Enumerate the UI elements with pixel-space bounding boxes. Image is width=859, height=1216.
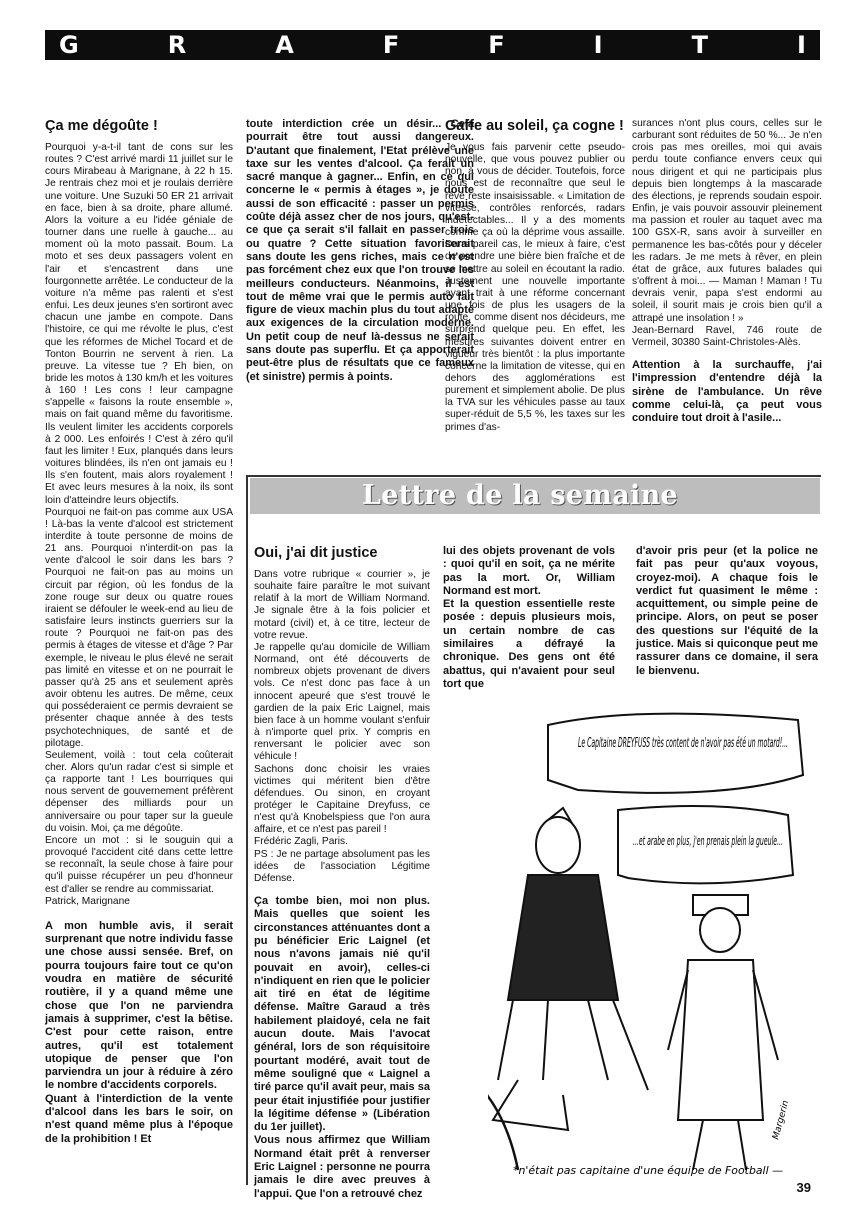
letter-signature: Patrick, Marignane [45,895,130,907]
letter-column-1 [45,118,233,1146]
banner-letter: G [59,31,79,59]
editor-reply: Et la question essentielle reste posée : depuis plusieurs mois, un certain nombre de cas similaires a défrayé la chronique. Des gens ont été abattus, qui n'avaient pour seul tort que [443,598,615,690]
banner-letter: A [275,31,294,59]
banner-letter: R [167,31,187,59]
bubble-text: ...et arabe en plus, j'en prenais plein la gueule... [633,834,783,848]
lettre-column-3 [636,545,818,678]
editor-reply: d'avoir pris peur (et la police ne fait pas peur qu'aux voyous, croyez-moi). A chaque fois le verdict fut quasiment le même : acquittement, ou simple peine de principe. Alors, on peut se poser des questions sur l'équité de la justice. Mais si quiconque peut me rassurer dans ce domaine, il sera le bienvenu. [636,545,818,677]
editor-reply: Vous nous affirmez que William Normand était prêt à renverser Eric Laignel : personne ne pourra jamais le dire avec preuves à l'appui. Que l'on a retrouvé chez [254,1134,430,1200]
speech-bubble [618,806,793,883]
letter-signature: Jean-Bernard Ravel, 746 route de Vermeil, 30380 Saint-Christoles-Alès. [632,324,822,348]
lettre-signature: Frédéric Zagli, Paris. [254,836,348,848]
editor-reply: Attention à la surchauffe, j'ai l'impression d'entendre déjà la sirène de l'ambulance. Un rêve comme celui-là, ça peut vous conduire tout droit à l'asile... [632,358,822,425]
letter-column-3 [445,118,625,434]
letter-body: Pourquoi ne fait-on pas comme aux USA ! Là-bas la vente d'alcool est strictement interdite à toute personne de moins de 21 ans. Pourquoi n'interdit-on pas la vente d'alcool le soir dans les bars ? Pourquoi ne fait-on pas au moins un circuit par région, où les fondus de la zone rouge sur deux ou quatre roues iraient se défouler le week-end au lieu de satisfaire leurs instincts guerriers sur la route ? Pourquoi ne fait-on pas des permis à étages de vitesse et d'âge ? Par exemple, le niveau le plus élevé ne serait pas limité en vitesse et on ne pourrait le passer qu'à 25 ans et seulement après avoir obtenu les autres. De même, ceux qui posséderaient ce permis devraient se présenter chaque année à des tests psychotechniques, de santé et de pilotage. [45,506,233,749]
banner-letter: I [593,31,603,59]
lettre-semaine-header: Lettre de la semaine [250,478,820,514]
editor-reply: Quant à l'interdiction de la vente d'alcool dans les bars le soir, on n'est quand même plus à l'époque de la prohibition ! Et [45,1092,233,1145]
letter-column-4 [632,118,822,425]
speech-bubble [548,714,803,793]
cartoon-caption: *n'était pas capitaine d'une équipe de Football — [513,1165,784,1177]
editor-reply: Ça tombe bien, moi non plus. Mais quelles que soient les circonstances atténuantes dont a pu bénéficier Eric Laignel (et nous n'avons jamais nié qu'il pouvait en avoir), celles-ci n'indiquent en rien que le policier ait tiré en état de légitime défense. Maître Garaud a très habilement plaidoyé, cela ne fait aucun doute. Mais l'avocat général, lors de son réquisitoire pourtant modéré, avait tout de même souligné que « Laignel a tiré parce qu'il avait peur, mais sa peur était injustifiée pour justifier la légitime défense » (Libération du 1er juillet). [254,895,430,1134]
editor-reply: A mon humble avis, il serait surprenant que notre individu fasse une chose aussi sensée. Bref, on pourra toujours faire tout ce qu'on voudra en matière de sécurité routière, il y a quand même une chose que l'on ne parviendra jamais à supprimer, c'est la bêtise. C'est pour cette raison, entre autres, qu'il est totalement utopique de penser que l'on parviendra un jour à réduire à zéro le nombre d'accidents corporels. [45,919,233,1092]
bubble-text: Le Capitaine DREYFUSS très content de n'avoir pas été un motard!... [578,736,788,751]
lettre-body: Sachons donc choisir les vraies victimes qui méritent bien d'être défendues. Ou sinon, en croyant protéger le Capitaine Dreyfuss, ce n'est qu'à Knobelspiess que l'on aura affaire, et ce n'est pas pareil ! [254,763,430,836]
graffiti-banner [45,30,820,60]
lettre-body: Je rappelle qu'au domicile de William Normand, ont été découverts de nombreux objets provenant de divers vols. Ce n'est donc pas face à un innocent apeuré que s'est trouvé le gardien de la paix Eric Laignel, mais bien face à un homme voulant s'enfuir à n'importe quel prix. Y compris en renversant le policier avec son véhicule ! [254,641,430,763]
letter-body: Encore un mot : si le souguin qui a provoqué l'accident cité dans cette lettre se reconnaît, la seule chose à faire pour qu'il puisse récupérer un peu d'honneur est d'aller se rendre au commissariat. [45,834,233,895]
cartoon-illustration [488,700,818,1180]
letter-body: Seulement, voilà : tout cela coûterait cher. Alors qu'un radar c'est si simple et ça rapporte tant ! Les bourriques qui nous servent de gouvernement préfèrent dépenser des milliards pour un anniversaire ou pour taper sur la gueule du voisin. Moi, ça me dégoûte. [45,749,233,834]
soldier-drawing [668,895,778,1170]
letter-title: Ça me dégoûte ! [45,118,158,134]
editor-reply-column-2 [246,118,474,384]
banner-letter: T [691,31,708,59]
letter-title: Gaffe au soleil, ça cogne ! [445,118,624,134]
page-number: 39 [796,1180,811,1195]
editor-reply: toute interdiction crée un désir... Cela pourrait être tout aussi dangereux. D'autant que finalement, l'Etat prélève une taxe sur les ventes d'alcool. Ça ferait un sacré manque à gagner... Enfin, en ce qui concerne le « permis à étages », je doute aussi de son efficacité : passer un permis coûte déjà assez cher de nos jours, qu'est-ce que ça serait s'il fallait en passer trois ou quatre ? Cette situation favoriserait sans doute les gens riches, mais ce n'est pas forcément chez eux que l'on trouve les meilleurs conducteurs. Néanmoins, il est tout de même vrai que le permis auto fait figure de vieux machin plus du tout adapté aux exigences de la circulation moderne. Un petit coup de neuf là-dessus ne serait sans doute pas superflu. Et ça apporterait peut-être plus de résultats que ce fameux (et sinistre) permis à points. [246,118,474,383]
banner-letter: F [488,31,505,59]
artist-signature: Margerin [771,1099,792,1141]
lettre-ps: PS : Je ne partage absolument pas les idées de l'association Légitime Défense. [254,848,430,884]
lettre-title: Oui, j'ai dit justice [254,545,378,561]
lettre-column-1 [254,545,430,1201]
letter-body: Pourquoi y-a-t-il tant de cons sur les routes ? C'est arrivé mardi 11 juillet sur le cours Mirabeau à Marignane, à 22 h 15. Je rentrais chez moi et je roulais derrière une voiture. Une Suzuki 50 ER 21 arrivait en face, bien à sa droite, phare allumé. Alors la voiture a eu l'idée géniale de tourner dans une ruelle à gauche... au moment où la moto passait. Boum. La moto et ses deux passagers volent en l'air et s'encastrent dans une fourgonnette arrêtée. Le conducteur de la voiture n'a même pas ralenti et s'est enfui. Les deux jeunes s'en sortiront avec chacun une jambe en compote. Dans l'histoire, ce qui me révolte le plus, c'est que les réformes de Michel Tocard et de Tonton Bourrin ne servent à rien. La preuve. La vitesse tue ? Eh bien, on bride les motos à 130 km/h et les voitures à 160 ! Les cons ! leur campagne s'appelle « faisons la route ensemble », mais on fait quand même du favoritisme. Ils veulent limiter les accidents corporels à 2 000. Les enfoirés ! C'est à zéro qu'il faut les limiter ! Eux, planqués dans leurs voitures blindées, ils n'en ont jamais eu ! Ils s'en foutent, mais alors royalement ! Et avec leurs mesures à la noix, ils sont loin d'atteindre leurs objectifs. [45,142,233,506]
editor-reply: lui des objets provenant de vols : quoi qu'il en soit, ça ne mérite pas la mort. Or, William Normand est mort. [443,545,615,597]
lettre-body: Dans votre rubrique « courrier », je souhaite faire paraître le mot suivant relatif à la mort de William Normand. Je signale être à la fois policier et motard (civil) et, à ce titre, lecteur de votre revue. [254,569,430,641]
banner-letter: F [382,31,400,59]
banner-letter: I [797,31,806,59]
letter-body: Je vous fais parvenir cette pseudo-nouvelle, que vous pouvez publier ou non, à vous de décider. Toutefois, force nous est de reconnaître que seul le rêve reste insaisissable. « Limitation de vitesse, contrôles renforcés, radars indétectables... Il y a des moments comme ça où la déprime vous assaille. Dans pareil cas, le mieux à faire, c'est de prendre une bière bien fraîche et de se mettre au soleil en écoutant la radio. Justement une nouvelle importante ayant trait à une réforme concernant une fois de plus les usagers de la route, comme disent nos décideurs, me surprend quelque peu. En effet, les mesures suivantes doivent entrer en vigueur très bientôt : la plus importante concerne la limitation de vitesse, qui en dehors des agglomérations est purement et simplement abolie. De plus la TVA sur les véhicules passe au taux super-réduit de 5,5 %, les taxes sur les primes d'as- [445,142,625,433]
lettre-column-2 [443,545,615,691]
letter-body: surances n'ont plus cours, celles sur le carburant sont réduites de 50 %... Je n'en crois pas mes oreilles, moi qui avais perdu toute confiance envers ceux qui nous dirigent et qui ne participais plus depuis bien longtemps à la mascarade des élections, je reprends soudain espoir. Enfin, je vais pouvoir assouvir pleinement ma passion et rouler au taquet avec ma 100 GSX-R, sans avoir à surveiller en permanence les bas-côtés pour y déceler les radars. Je me mets à rêver, en plein état de grâce, aux futures balades qui s'offrent à moi... — Maman ! Maman ! Tu devrais venir, papa s'est endormi au soleil, il sourit mais je crois bien qu'il a attrapé une insolation ! » [632,118,822,324]
